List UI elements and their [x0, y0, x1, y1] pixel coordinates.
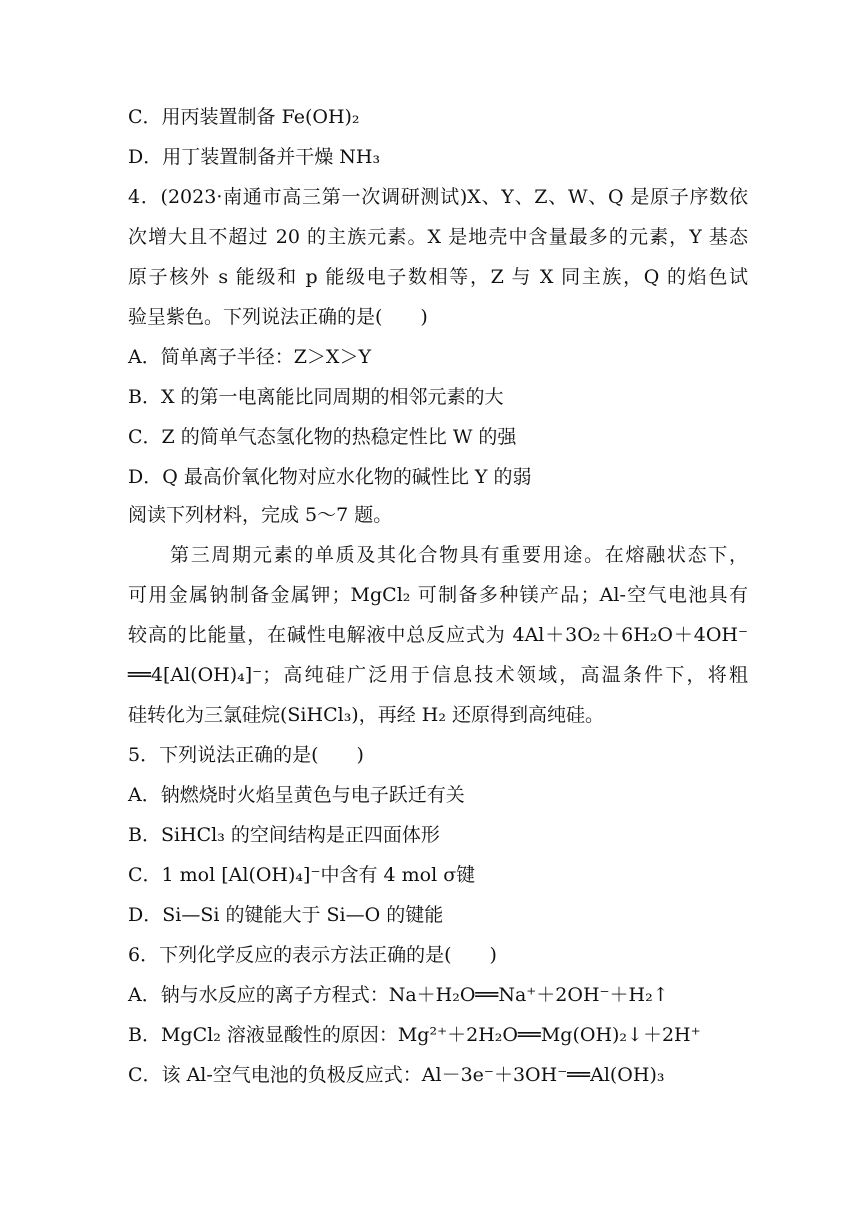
- q4-stem-line: 次增大且不超过 20 的主族元素。X 是地壳中含量最多的元素，Y 基态: [128, 226, 748, 248]
- reading-intro: 阅读下列材料，完成 5～7 题。: [128, 504, 393, 526]
- material-line: 硅转化为三氯硅烷(SiHCl₃)，再经 H₂ 还原得到高纯硅。: [128, 704, 604, 726]
- q5-stem: 5．下列说法正确的是( ): [128, 744, 364, 766]
- q5-option-a: A．钠燃烧时火焰呈黄色与电子跃迁有关: [128, 784, 465, 806]
- q3-option-c: C．用丙装置制备 Fe(OH)₂: [128, 106, 360, 128]
- q4-stem-line: 原子核外 s 能级和 p 能级电子数相等，Z 与 X 同主族，Q 的焰色试: [128, 266, 748, 288]
- q6-option-b: B．MgCl₂ 溶液显酸性的原因：Mg²⁺＋2H₂O══Mg(OH)₂↓＋2H⁺: [128, 1024, 701, 1046]
- material-line: 可用金属钠制备金属钾；MgCl₂ 可制备多种镁产品；Al-空气电池具有: [128, 584, 748, 606]
- q5-option-b: B．SiHCl₃ 的空间结构是正四面体形: [128, 824, 440, 846]
- q3-option-d: D．用丁装置制备并干燥 NH₃: [128, 146, 381, 168]
- q6-stem: 6．下列化学反应的表示方法正确的是( ): [128, 944, 497, 966]
- q4-option-d: D．Q 最高价氧化物对应水化物的碱性比 Y 的弱: [128, 466, 532, 488]
- q4-stem-line: 4．(2023·南通市高三第一次调研测试)X、Y、Z、W、Q 是原子序数依: [128, 186, 748, 208]
- material-line: 较高的比能量，在碱性电解液中总反应式为 4Al＋3O₂＋6H₂O＋4OH⁻: [128, 624, 748, 646]
- q4-option-a: A．简单离子半径：Z＞X＞Y: [128, 346, 371, 368]
- q6-option-a: A．钠与水反应的离子方程式：Na＋H₂O══Na⁺＋2OH⁻＋H₂↑: [128, 984, 669, 1006]
- q4-option-c: C．Z 的简单气态氢化物的热稳定性比 W 的强: [128, 426, 517, 448]
- q4-option-b: B．X 的第一电离能比同周期的相邻元素的大: [128, 386, 504, 408]
- q4-stem-line: 验呈紫色。下列说法正确的是( ): [128, 306, 428, 328]
- q5-option-c: C．1 mol [Al(OH)₄]⁻中含有 4 mol σ键: [128, 864, 476, 886]
- material-line: ══4[Al(OH)₄]⁻；高纯硅广泛用于信息技术领域，高温条件下，将粗: [128, 664, 748, 686]
- q6-option-c: C．该 Al-空气电池的负极反应式：Al－3e⁻＋3OH⁻══Al(OH)₃: [128, 1064, 665, 1086]
- material-line: 第三周期元素的单质及其化合物具有重要用途。在熔融状态下，: [170, 544, 748, 566]
- q5-option-d: D．Si—Si 的键能大于 Si—O 的键能: [128, 904, 444, 926]
